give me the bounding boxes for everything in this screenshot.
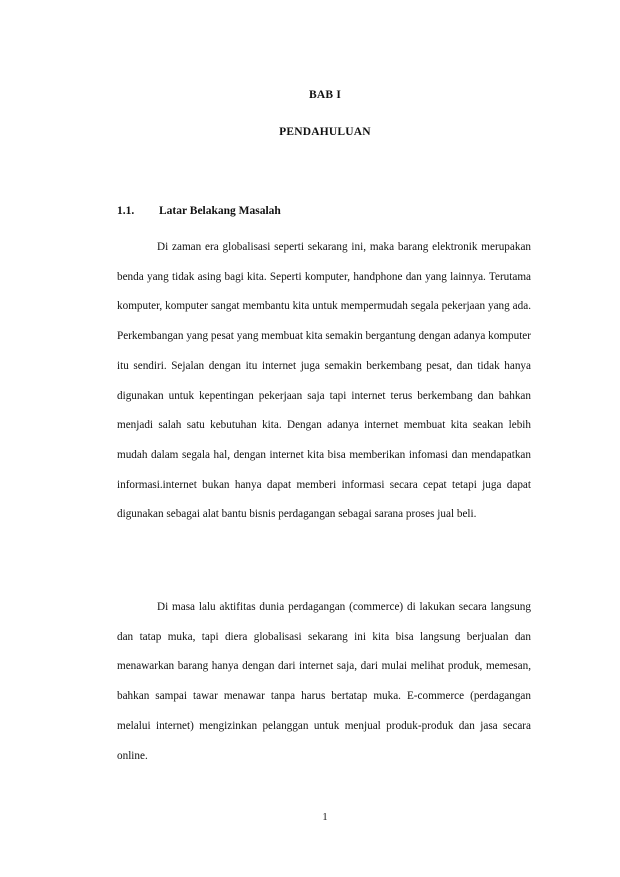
paragraph-1: Di zaman era globalisasi seperti sekarang ini, maka barang elektronik merupakan benda yang tidak asing bagi kita. Seperti komputer, handphone dan yang lainnya. Terutama komputer, komputer sangat membantu kita untuk mempermudah segala pekerjaan yang ada. Perkembangan yang pesat yang membuat kita semakin bergantung dengan adanya komputer itu sendiri. Sejalan dengan itu internet juga semakin berkembang pesat, dan tidak hanya digunakan untuk kepentingan pekerjaan saja tapi internet terus berkembang dan bahkan menjadi salah satu kebutuhan kita. Dengan adanya internet membuat kita seakan lebih mudah dalam segala hal, dengan internet kita bisa memberikan infomasi dan mendapatkan informasi.internet bukan hanya dapat memberi informasi secara cepat tetapi juga dapat digunakan sebagai alat bantu bisnis perdagangan sebagai sarana proses jual beli. [117, 241, 531, 521]
paragraph-2: Di masa lalu aktifitas dunia perdagangan (commerce) di lakukan secara langsung dan tatap muka, tapi diera globalisasi sekarang ini kita bisa langsung berjualan dan menawarkan barang hanya dengan dari internet saja, dari mulai melihat produk, memesan, bahkan sampai tawar menawar tanpa harus bertatap muka. E-commerce (perdagangan melalui internet) mengizinkan pelanggan untuk menjual produk-produk dan jasa secara online. [117, 601, 531, 762]
section-heading [117, 205, 281, 217]
chapter-heading: PENDAHULUAN [279, 126, 371, 138]
section-title: Latar Belakang Masalah [159, 205, 281, 217]
section-number: 1.1. [117, 205, 135, 217]
page-number: 1 [322, 812, 328, 823]
chapter-title: BAB I [309, 89, 341, 101]
